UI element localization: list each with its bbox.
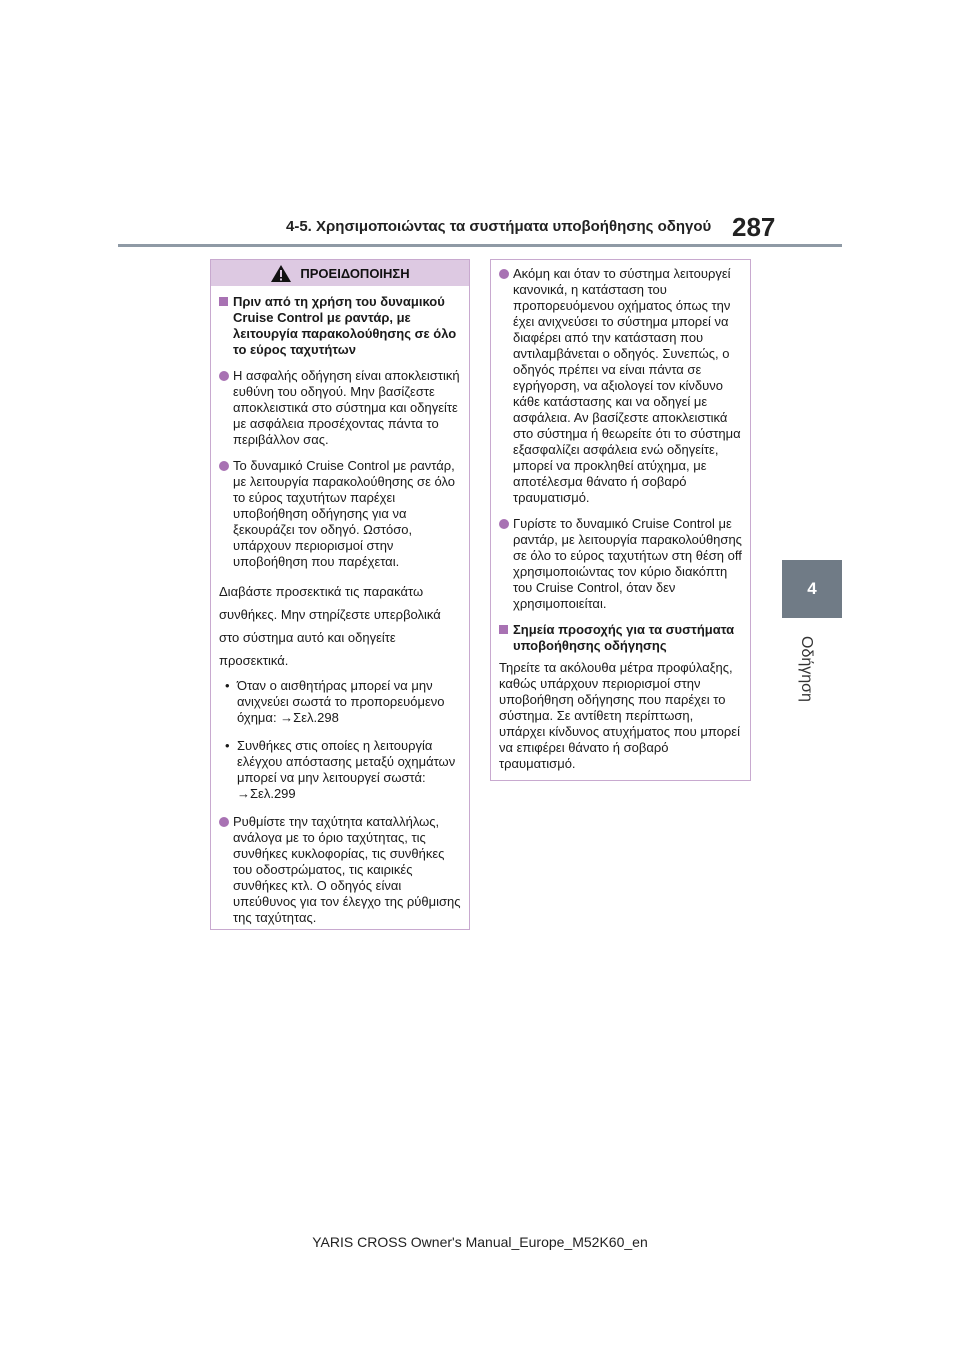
precautions-heading-text: Σημεία προσοχής για τα συστήματα υποβοήθησης οδήγησης bbox=[513, 622, 735, 653]
page-reference-link[interactable]: →Σελ.298 bbox=[280, 710, 339, 725]
header-divider bbox=[118, 244, 842, 247]
chapter-tab bbox=[782, 560, 842, 618]
circle-bullet-icon bbox=[219, 371, 229, 381]
list-item-text: Γυρίστε το δυναμικό Cruise Control με ραντάρ, με λειτουργία παρακολούθησης σε όλο το εύρος ταχυτήτων στη θέση off χρησιμοποιώντας τον κύριο διακόπτη του Cruise Control, όταν δεν χρησιμοποιείται. bbox=[513, 516, 742, 611]
list-item bbox=[499, 266, 742, 506]
list-item-text: Η ασφαλής οδήγηση είναι αποκλειστική ευθύνη του οδηγού. Μην βασίζεστε αποκλειστικά στο σύστημα και οδηγείτε με ασφάλεια προσέχοντας πάντα το περιβάλλον σας. bbox=[233, 368, 460, 447]
list-item-text: Ακόμη και όταν το σύστημα λειτουργεί κανονικά, η κατάσταση του προπορευόμενου οχήματος όπως την έχει ανιχνεύσει το σύστημα μπορεί να διαφέρει από την κατάσταση που αντιλαμβάνεται ο οδηγός. Συνεπώς, ο οδηγός πρέπει να είναι πάντα σε εγρήγορση, να αξιολογεί τον κίνδυνο κάθε κατάστασης και να οδηγεί με ασφάλεια. Αν βασίζεστε αποκλειστικά στο σύστημα ή θεωρείτε ότι το σύστημα εξασφαλίζει ασφάλεια ενώ οδηγείτε, μπορεί να προκληθεί ατύχημα, με αποτέλεσμα θάνατο ή σοβαρό τραυματισμό. bbox=[513, 266, 741, 505]
chapter-label: Οδήγηση bbox=[798, 636, 815, 702]
warning-title: ΠΡΟΕΙΔΟΠΟΙΗΣΗ bbox=[300, 265, 410, 281]
section-title: 4-5. Χρησιμοποιώντας τα συστήματα υποβοήθησης οδηγού bbox=[286, 218, 712, 235]
instruction-paragraph: Διαβάστε προσεκτικά τις παρακάτω συνθήκες. Μην στηρίζεστε υπερβολικά στο σύστημα αυτό και οδηγείτε προσεκτικά. bbox=[219, 584, 441, 668]
page-reference-link[interactable]: →Σελ.299 bbox=[237, 786, 296, 801]
circle-bullet-icon bbox=[499, 519, 509, 529]
sub-bullet-mark: • bbox=[225, 678, 230, 693]
warning-heading bbox=[219, 294, 461, 358]
warning-heading-text: Πριν από τη χρήση του δυναμικού Cruise Control με ραντάρ, με λειτουργία παρακολούθησης σε όλο το εύρος ταχυτήτων bbox=[233, 294, 457, 357]
warning-box bbox=[210, 259, 470, 930]
list-item bbox=[219, 814, 461, 926]
page-number: 287 bbox=[732, 212, 776, 242]
list-item-text: Ρυθμίστε την ταχύτητα καταλλήλως, ανάλογα με το όριο ταχύτητας, τις συνθήκες κυκλοφορίας, τις συνθήκες του οδοστρώματος, τις καιρικές συνθήκες κτλ. Ο οδηγός είναι υπεύθυνος για τον έλεγχο της ρύθμισης της ταχύτητας. bbox=[233, 814, 461, 925]
warning-box-continued bbox=[490, 259, 751, 781]
warning-header bbox=[211, 260, 469, 286]
sub-text: Όταν ο αισθητήρας μπορεί να μην ανιχνεύει σωστά το προπορευόμενο όχημα: bbox=[237, 678, 445, 725]
list-item bbox=[219, 458, 461, 570]
precautions-heading bbox=[499, 622, 742, 654]
sub-bullet-mark: • bbox=[225, 738, 230, 753]
square-bullet-icon bbox=[219, 297, 228, 306]
sub-list-item-text bbox=[237, 738, 461, 802]
list-item-text: Το δυναμικό Cruise Control με ραντάρ, με λειτουργία παρακολούθησης σε όλο το εύρος ταχυτήτων παρέχει υποβοήθηση οδήγησης για να ξεκουράζει τον οδηγό. Ωστόσο, υπάρχουν περιορισμοί στην υποβοήθηση που παρέχεται. bbox=[233, 458, 455, 569]
list-item bbox=[219, 368, 461, 448]
sub-list-item bbox=[225, 738, 461, 802]
circle-bullet-icon bbox=[219, 817, 229, 827]
chapter-number: 4 bbox=[807, 579, 817, 598]
circle-bullet-icon bbox=[219, 461, 229, 471]
warning-triangle-icon bbox=[270, 264, 292, 283]
sub-text: Συνθήκες στις οποίες η λειτουργία ελέγχου απόστασης μεταξύ οχημάτων μπορεί να μην λειτουργεί σωστά: bbox=[237, 738, 456, 785]
sub-list-item bbox=[225, 678, 461, 726]
circle-bullet-icon bbox=[499, 269, 509, 279]
sub-list-item-text bbox=[237, 678, 461, 726]
list-item bbox=[499, 516, 742, 612]
footer-manual-id: YARIS CROSS Owner's Manual_Europe_M52K60_en bbox=[312, 1234, 648, 1250]
square-bullet-icon bbox=[499, 625, 508, 634]
precautions-paragraph: Τηρείτε τα ακόλουθα μέτρα προφύλαξης, καθώς υπάρχουν περιορισμοί στην υποβοήθηση οδήγησης που παρέχει το σύστημα. Σε αντίθετη περίπτωση, υπάρχει κίνδυνος ατυχήματος που μπορεί να επιφέρει θάνατο ή σοβαρό τραυματισμό. bbox=[499, 660, 740, 771]
